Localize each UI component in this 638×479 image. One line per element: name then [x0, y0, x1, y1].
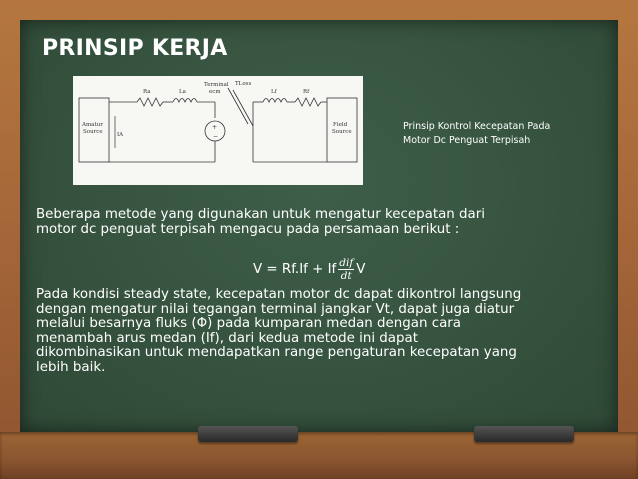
formula	[253, 252, 365, 286]
eraser-left	[198, 426, 298, 442]
coupling-line	[228, 88, 248, 124]
terminal-label-2: ecm	[209, 89, 221, 95]
paragraph-intro	[36, 208, 606, 237]
paragraph-line: lebih baik.	[36, 359, 106, 375]
paragraph-line: melalui besarnya fluks (Φ) pada kumparan medan dengan cara	[36, 316, 461, 332]
formula-numerator: dif	[339, 256, 354, 269]
paragraph-line: motor dc penguat terpisah mengacu pada persamaan berikut :	[36, 221, 460, 237]
circuit-diagram	[73, 76, 363, 185]
armature-label-1: Amatur	[82, 122, 103, 128]
field-label-2: Source	[332, 129, 352, 135]
paragraph-explanation	[36, 288, 606, 376]
paragraph-line: dengan mengatur nilai tegangan terminal jangkar Vt, dapat juga diatur	[36, 301, 515, 317]
paragraph-line: Beberapa metode yang digunakan untuk mengatur kecepatan dari	[36, 207, 485, 222]
ra-resistor	[137, 98, 163, 106]
ra-label: Ra	[143, 89, 151, 95]
formula-prefix: V = Rf.If + If	[253, 261, 337, 277]
circuit-svg	[73, 76, 363, 185]
slide-title: PRINSIP KERJA	[42, 36, 228, 61]
la-label: La	[179, 89, 186, 95]
paragraph-line: dikombinasikan untuk mendapatkan range pengaturan kecepatan yang	[36, 345, 517, 361]
formula-suffix: V	[356, 261, 366, 277]
eraser-right	[474, 426, 574, 442]
terminal-label-1: Terminal	[204, 82, 229, 88]
tloss-label: TLoss	[235, 81, 252, 87]
paragraph-line: menambah arus medan (If), dari kedua metode ini dapat	[36, 330, 418, 346]
diagram-caption: Prinsip Kontrol Kecepatan Pada Motor Dc Penguat Terpisah	[403, 121, 551, 146]
la-inductor	[173, 99, 197, 103]
ia-label: IA	[117, 132, 124, 138]
armature-label-2: Source	[83, 129, 103, 135]
lf-label: Lf	[271, 89, 277, 95]
paragraph-line: Pada kondisi steady state, kecepatan motor dc dapat dikontrol langsung	[36, 287, 522, 302]
rf-label: Rf	[303, 89, 310, 95]
rf-resistor	[295, 98, 321, 106]
formula-denominator: dt	[340, 269, 352, 282]
field-label-1: Field	[333, 122, 348, 128]
minus-sign: −	[213, 133, 219, 140]
lf-inductor	[263, 99, 287, 103]
formula-fraction	[338, 257, 354, 282]
plus-sign: +	[212, 124, 218, 131]
